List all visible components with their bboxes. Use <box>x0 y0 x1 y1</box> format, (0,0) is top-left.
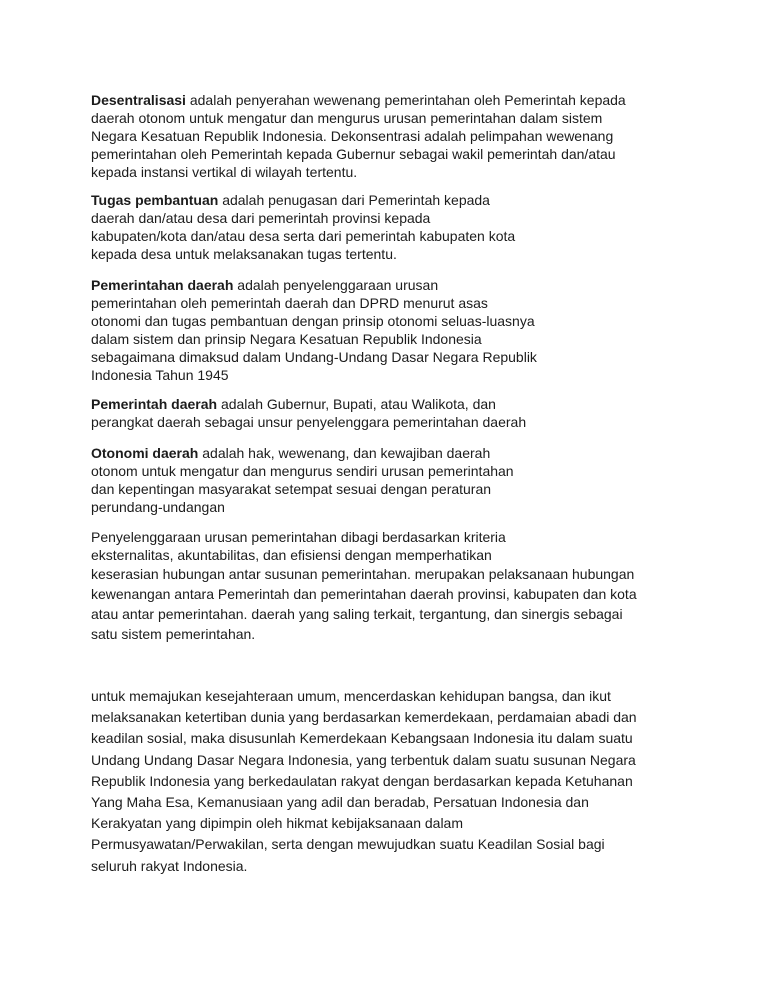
text-line: kepada instansi vertikal di wilayah tertentu. <box>91 164 358 180</box>
text-line: perangkat daerah sebagai unsur penyelenggara pemerintahan daerah <box>91 414 527 430</box>
text-line: daerah otonom untuk mengatur dan mengurus urusan pemerintahan dalam sistem <box>91 110 603 126</box>
text-line: sebagaimana dimaksud dalam Undang-Undang Dasar Negara Republik <box>91 349 537 365</box>
text-line: Negara Kesatuan Republik Indonesia. Dekonsentrasi adalah pelimpahan wewenang <box>91 128 614 144</box>
text-fragment: adalah penugasan dari Pemerintah kepada <box>222 192 490 208</box>
text-line: untuk memajukan kesejahteraan umum, mencerdaskan kehidupan bangsa, dan ikut <box>91 688 611 704</box>
text-line <box>91 395 526 413</box>
text-line: dan kepentingan masyarakat setempat sesuai dengan peraturan <box>91 481 492 497</box>
text-line: eksternalitas, akuntabilitas, dan efisiensi dengan memperhatikan <box>91 547 492 563</box>
paragraph-pemerintahan-daerah <box>91 276 537 384</box>
text-fragment: adalah hak, wewenang, dan kewajiban daerah <box>202 445 491 461</box>
text-line: kepada desa untuk melaksanakan tugas tertentu. <box>91 246 397 262</box>
text-line: daerah dan/atau desa dari pemerintah provinsi kepada <box>91 210 431 226</box>
paragraph-pemerintah-daerah <box>91 395 526 431</box>
text-fragment: adalah penyerahan wewenang pemerintahan oleh Pemerintah kepada <box>189 92 626 108</box>
text-line: Permusyawatan/Perwakilan, serta dengan mewujudkan suatu Keadilan Sosial bagi <box>91 836 605 853</box>
text-line: dalam sistem dan prinsip Negara Kesatuan Republik Indonesia <box>91 331 482 347</box>
text-line: pemerintahan oleh Pemerintah kepada Gubernur sebagai wakil pemerintah dan/atau <box>91 146 616 162</box>
term-tugas-pembantuan: Tugas pembantuan <box>91 192 219 208</box>
text-line: satu sistem pemerintahan. <box>91 626 256 642</box>
text-fragment: adalah Gubernur, Bupati, atau Walikota, dan <box>220 396 496 412</box>
text-line: Penyelenggaraan urusan pemerintahan dibagi berdasarkan kriteria <box>91 529 506 545</box>
term-desentralisasi: Desentralisasi <box>91 92 186 108</box>
text-line: Republik Indonesia yang berkedaulatan rakyat dengan berdasarkan kepada Ketuhanan <box>91 772 633 789</box>
text-line: keadilan sosial, maka disusunlah Kemerdekaan Kebangsaan Indonesia itu dalam suatu <box>91 730 633 747</box>
term-pemerintahan-daerah: Pemerintahan daerah <box>91 277 234 293</box>
text-line <box>91 191 515 209</box>
text-line: Kerakyatan yang dipimpin oleh hikmat kebijaksanaan dalam <box>91 815 463 832</box>
text-line: atau antar pemerintahan. daerah yang saling terkait, tergantung, dan sinergis sebagai <box>91 606 623 622</box>
text-line: melaksanakan ketertiban dunia yang berdasarkan kemerdekaan, perdamaian abadi dan <box>91 709 637 726</box>
paragraph-desentralisasi <box>91 91 626 181</box>
paragraph-tugas-pembantuan <box>91 191 515 263</box>
text-line <box>91 276 537 294</box>
paragraph-criteria <box>91 528 637 644</box>
text-line: otonom untuk mengatur dan mengurus sendiri urusan pemerintahan <box>91 463 514 479</box>
text-line <box>91 444 514 462</box>
text-line: Indonesia Tahun 1945 <box>91 367 229 383</box>
text-line: Yang Maha Esa, Kemanusiaan yang adil dan beradab, Persatuan Indonesia dan <box>91 794 589 811</box>
text-fragment: adalah penyelenggaraan urusan <box>237 277 439 293</box>
text-line: Undang Undang Dasar Negara Indonesia, yang terbentuk dalam suatu susunan Negara <box>91 751 636 768</box>
term-pemerintah-daerah: Pemerintah daerah <box>91 396 218 412</box>
text-line: perundang-undangan <box>91 499 225 515</box>
text-line: kewenangan antara Pemerintah dan pemerintahan daerah provinsi, kabupaten dan kota <box>91 586 637 602</box>
text-line <box>91 91 626 109</box>
text-line: keserasian hubungan antar susunan pemerintahan. merupakan pelaksanaan hubungan <box>91 566 635 582</box>
paragraph-otonomi-daerah <box>91 444 514 516</box>
paragraph-closing <box>91 686 637 877</box>
text-line: otonomi dan tugas pembantuan dengan prinsip otonomi seluas-luasnya <box>91 313 535 329</box>
text-line: seluruh rakyat Indonesia. <box>91 857 248 874</box>
text-line: kabupaten/kota dan/atau desa serta dari pemerintah kabupaten kota <box>91 228 516 244</box>
term-otonomi-daerah: Otonomi daerah <box>91 445 199 461</box>
text-line: pemerintahan oleh pemerintah daerah dan DPRD menurut asas <box>91 295 488 311</box>
